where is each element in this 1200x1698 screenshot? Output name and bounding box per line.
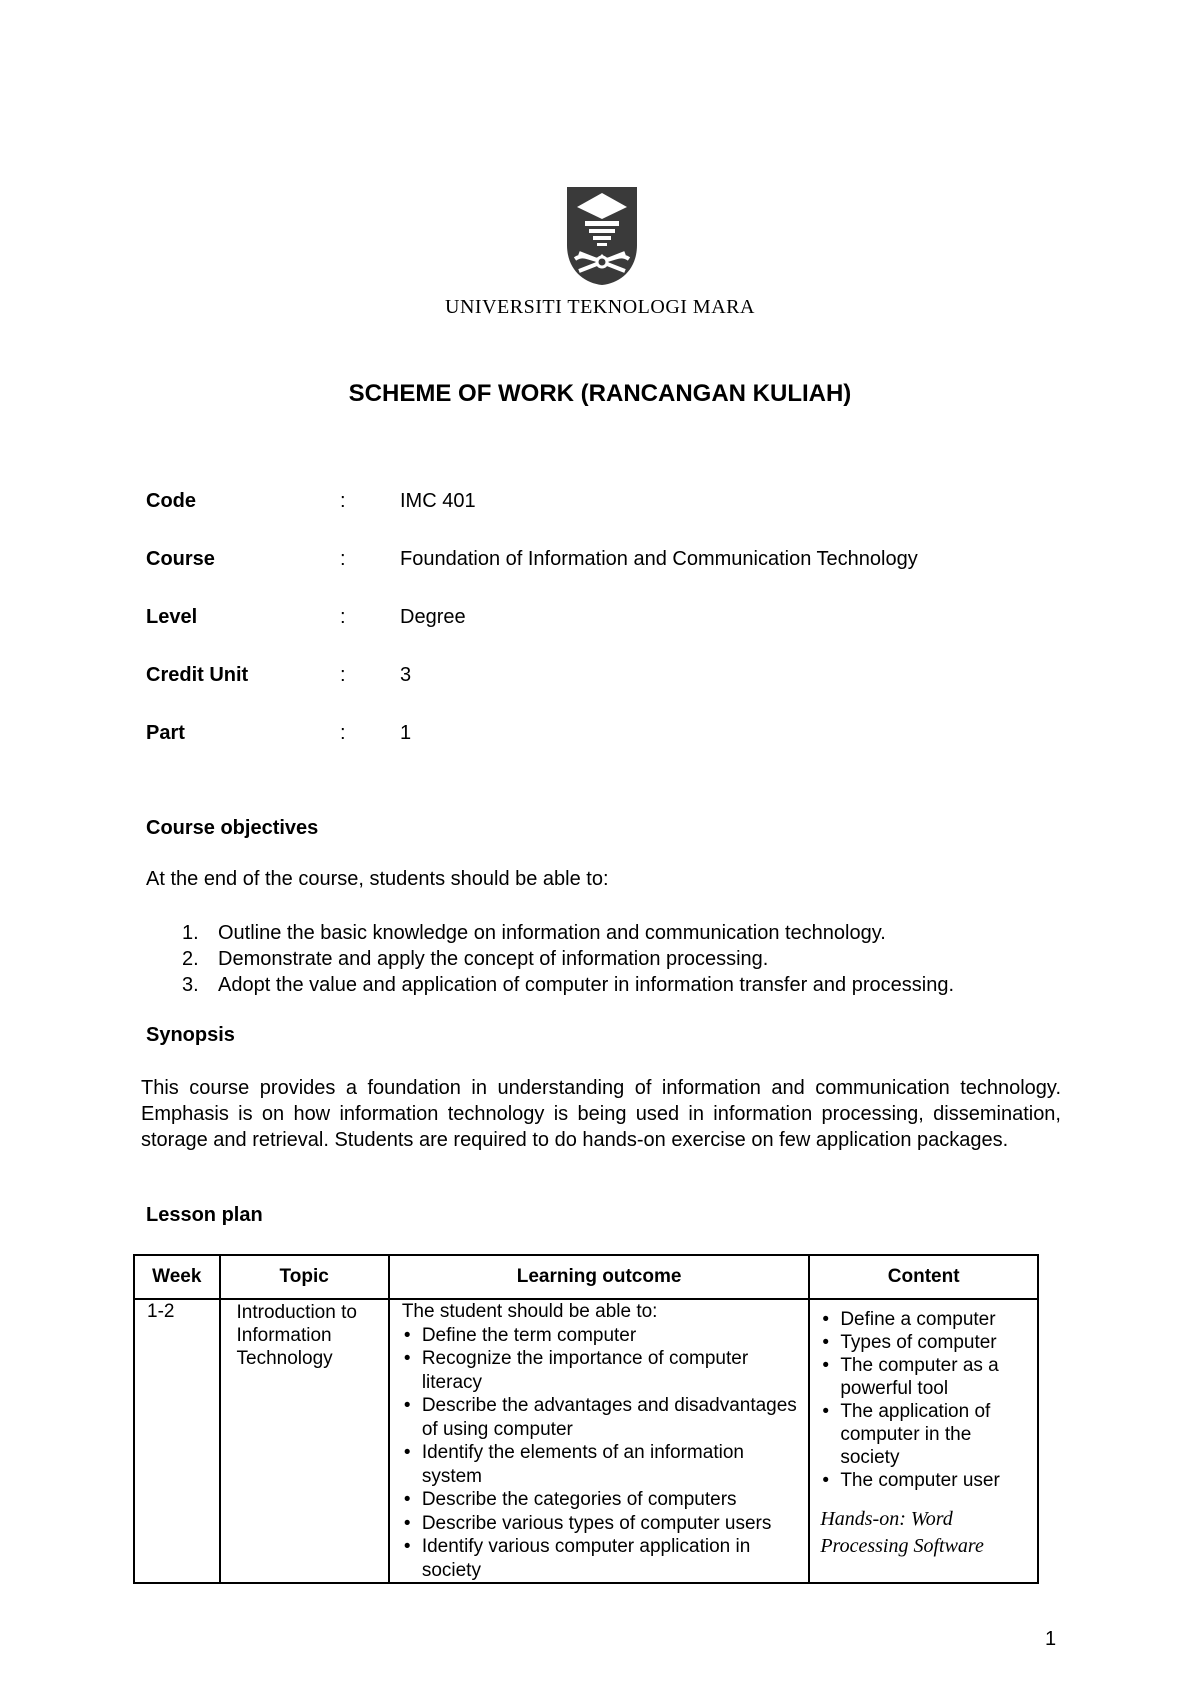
synopsis-text: This course provides a foundation in understanding of information and communication technology. Emphasis is on how information technology is being used in information processing, dissemination, storage and retrieval. Students are required to do hands-on exercise on few application packages. [141,1077,1061,1151]
list-item [146,946,954,972]
bullet-icon: • [822,1332,829,1353]
objectives-intro: At the end of the course, students should be able to: [146,868,609,890]
outcome-text: Describe the advantages and disadvantages of using computer [421,1395,797,1440]
document-title: SCHEME OF WORK (RANCANGAN KULIAH) [348,380,852,407]
info-value: Foundation of Information and Communication Technology [400,548,918,570]
list-item [820,1331,1031,1354]
learning-outcome-cell [389,1299,810,1583]
column-header-learning-outcome: Learning outcome [389,1255,810,1299]
page-number: 1 [1045,1628,1057,1650]
list-item [402,1347,803,1394]
bullet-icon: • [403,1536,411,1557]
content-cell [809,1299,1038,1583]
list-item [402,1488,803,1512]
list-number: 2. [182,948,199,970]
week-cell: 1-2 [134,1299,220,1583]
info-colon: : [340,722,346,744]
outcome-text: Describe various types of computer users [421,1512,772,1534]
list-number: 3. [182,974,199,996]
objectives-list [146,920,954,998]
list-number: 1. [182,922,199,944]
list-item [402,1512,803,1536]
info-value: Degree [400,606,466,628]
objectives-heading: Course objectives [146,817,319,839]
content-text: Define a computer [840,1309,996,1330]
outcome-intro: The student should be able to: [401,1301,658,1322]
outcome-text: Identify the elements of an information system [421,1442,744,1487]
content-text: Types of computer [840,1332,997,1353]
content-text: The computer as a powerful tool [840,1355,999,1399]
list-item [820,1308,1031,1331]
info-colon: : [340,606,346,628]
info-value: IMC 401 [400,490,476,512]
outcome-text: Describe the categories of computers [421,1489,737,1510]
content-text: The computer user [840,1470,1000,1491]
topic-cell: Introduction to Information Technology [220,1299,389,1583]
column-header-week: Week [134,1255,220,1299]
list-text: Outline the basic knowledge on information and communication technology. [218,922,886,944]
bullet-icon: • [822,1309,829,1330]
content-list [820,1308,1031,1492]
outcome-text: Define the term computer [421,1324,637,1346]
outcome-text: Recognize the importance of computer literacy [421,1348,749,1393]
content-text: The application of computer in the society [840,1401,991,1468]
info-colon: : [340,664,346,686]
info-colon: : [340,490,346,512]
bullet-icon: • [403,1324,411,1346]
hands-on-note: Hands-on: Word Processing Software [820,1508,984,1557]
lesson-plan-heading: Lesson plan [146,1204,263,1226]
info-label: Code [146,490,196,512]
info-label: Level [146,606,198,628]
lesson-plan-table [133,1254,1039,1584]
info-value: 1 [400,722,412,744]
bullet-icon: • [403,1512,411,1534]
column-header-topic: Topic [220,1255,389,1299]
info-label: Part [146,722,185,744]
info-label: Credit Unit [146,664,249,686]
bullet-icon: • [822,1470,829,1491]
list-item [820,1469,1031,1492]
university-crest-logo [565,185,639,287]
bullet-icon: • [822,1355,829,1376]
list-item [402,1394,803,1441]
info-colon: : [340,548,346,570]
bullet-icon: • [822,1401,829,1422]
table-header-row [134,1255,1038,1299]
list-item [146,972,954,998]
bullet-icon: • [403,1489,411,1510]
list-item [146,920,954,946]
info-label: Course [146,548,215,570]
info-value: 3 [400,664,412,686]
list-item [402,1535,803,1582]
outcome-list [402,1324,803,1583]
column-header-content: Content [809,1255,1038,1299]
university-name: UNIVERSITI TEKNOLOGI MARA [445,296,755,318]
list-text: Adopt the value and application of computer in information transfer and processing. [218,974,954,996]
list-item [820,1400,1031,1469]
bullet-icon: • [403,1442,411,1463]
bullet-icon: • [403,1348,411,1369]
list-item [820,1354,1031,1400]
outcome-text: Identify various computer application in society [421,1536,751,1581]
synopsis-heading: Synopsis [146,1024,235,1046]
list-item [402,1324,803,1348]
table-row [134,1299,1038,1583]
bullet-icon: • [403,1395,411,1416]
list-text: Demonstrate and apply the concept of information processing. [218,948,769,970]
list-item [402,1441,803,1488]
